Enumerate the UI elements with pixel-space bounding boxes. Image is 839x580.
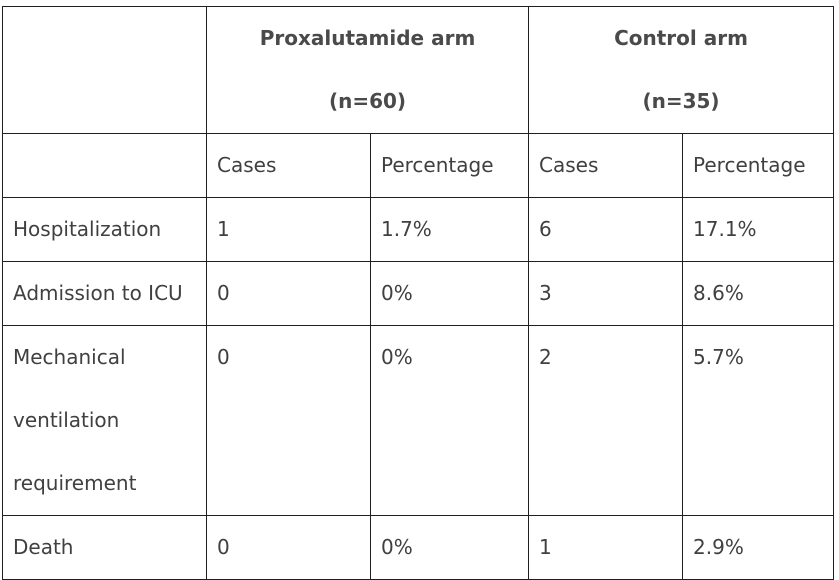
table-cell: 0% bbox=[371, 262, 529, 326]
table-cell: 6 bbox=[529, 198, 683, 262]
header-group1-name: Proxalutamide arm bbox=[259, 26, 476, 50]
table-cell: 2.9% bbox=[683, 516, 834, 580]
table-cell: 1 bbox=[529, 516, 683, 580]
table-cell: 0 bbox=[207, 326, 371, 516]
row-label: Death bbox=[3, 516, 207, 580]
header-group2-name: Control arm bbox=[614, 26, 748, 50]
row-label: Hospitalization bbox=[3, 198, 207, 262]
table-row bbox=[3, 262, 834, 326]
table-cell: 0% bbox=[371, 516, 529, 580]
table-header-row bbox=[3, 7, 834, 134]
subheader-cell bbox=[3, 134, 207, 198]
subheader-cell: Percentage bbox=[371, 134, 529, 198]
subheader-cell: Percentage bbox=[683, 134, 834, 198]
row-label: Mechanical ventilation requirement bbox=[3, 326, 207, 516]
header-empty-cell bbox=[3, 7, 207, 134]
table-cell: 5.7% bbox=[683, 326, 834, 516]
subheader-cell: Cases bbox=[529, 134, 683, 198]
subheader-cell: Cases bbox=[207, 134, 371, 198]
header-group2-n: (n=35) bbox=[642, 89, 720, 113]
table-cell: 8.6% bbox=[683, 262, 834, 326]
table-cell: 17.1% bbox=[683, 198, 834, 262]
table-cell: 1 bbox=[207, 198, 371, 262]
table-cell: 0 bbox=[207, 262, 371, 326]
table-subheader-row bbox=[3, 134, 834, 198]
table-cell: 0 bbox=[207, 516, 371, 580]
row-label: Admission to ICU bbox=[3, 262, 207, 326]
header-group1-n: (n=60) bbox=[328, 89, 407, 113]
header-control-arm bbox=[529, 7, 834, 134]
table-cell: 2 bbox=[529, 326, 683, 516]
table-cell: 3 bbox=[529, 262, 683, 326]
header-proxalutamide-arm bbox=[207, 7, 529, 134]
outcomes-table bbox=[2, 6, 834, 580]
table-row bbox=[3, 326, 834, 516]
table-cell: 1.7% bbox=[371, 198, 529, 262]
table-row bbox=[3, 516, 834, 580]
table-row bbox=[3, 198, 834, 262]
table-cell: 0% bbox=[371, 326, 529, 516]
